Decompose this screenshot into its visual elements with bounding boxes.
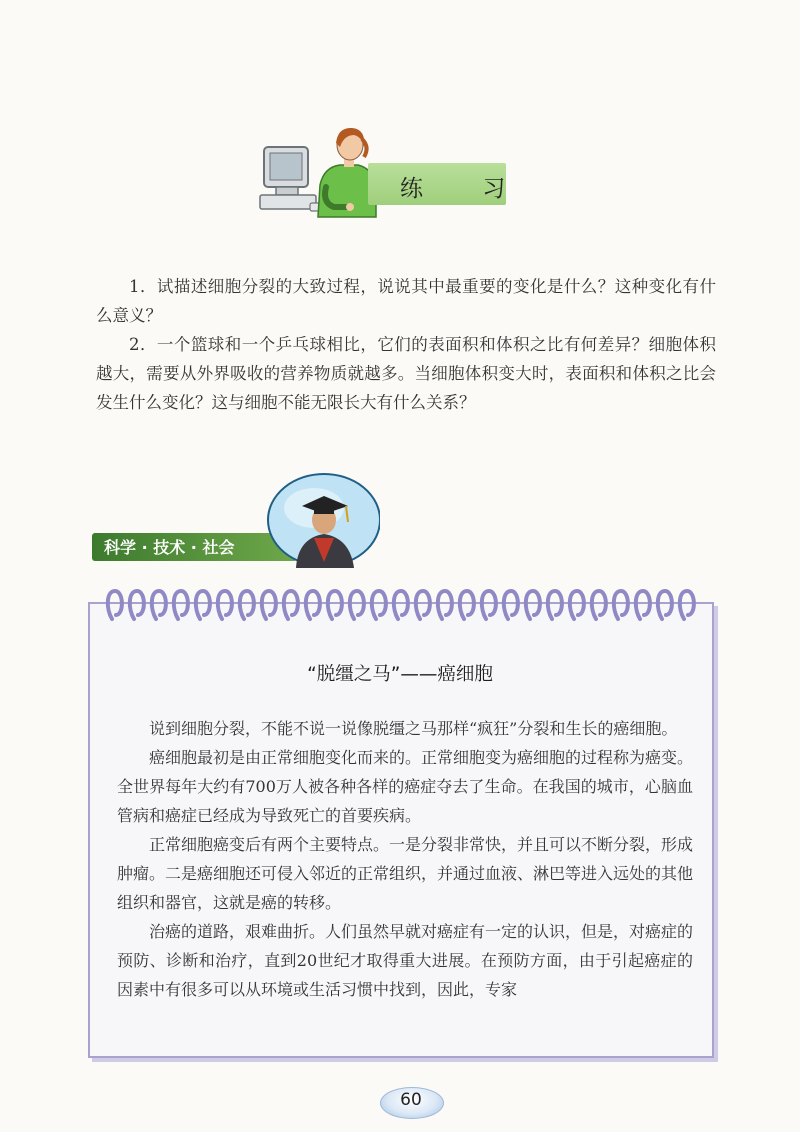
notebook-ring <box>240 591 254 619</box>
notebook-ring <box>174 591 188 619</box>
question-1: 1．试描述细胞分裂的大致过程，说说其中最重要的变化是什么？这种变化有什么意义？ <box>96 277 716 325</box>
article-paragraph-4: 治癌的道路，艰难曲折。人们虽然早就对癌症有一定的认识，但是，对癌症的预防、诊断和治疗，直到20世纪才取得重大进展。在预防方面，由于引起癌症的因素中有很多可以从环境或生活习惯中找到，因此，专家 <box>117 922 694 999</box>
notebook-ring <box>680 591 694 619</box>
notebook-ring <box>350 591 364 619</box>
notebook-ring <box>526 591 540 619</box>
page-number: 60 <box>400 1090 422 1110</box>
question-2: 2．一个篮球和一个乒乓球相比，它们的表面积和体积之比有何差异？细胞体积越大，需要从外界吸收的营养物质就越多。当细胞体积变大时，表面积和体积之比会发生什么变化？这与细胞不能无限长大有什么关系？ <box>96 335 716 412</box>
notebook-ring <box>570 591 584 619</box>
notebook-ring <box>416 591 430 619</box>
notebook-ring <box>306 591 320 619</box>
scholar-graduate-icon <box>262 472 380 570</box>
notebook-ring <box>284 591 298 619</box>
notebook-ring <box>328 591 342 619</box>
notebook-ring <box>614 591 628 619</box>
notebook-ring <box>636 591 650 619</box>
article-title: “脱缰之马”——癌细胞 <box>307 664 493 685</box>
article-paragraph-3: 正常细胞癌变后有两个主要特点。一是分裂非常快，并且可以不断分裂，形成肿瘤。二是癌细胞还可侵入邻近的正常组织，并通过血液、淋巴等进入远处的其他组织和器官，这就是癌的转移。 <box>117 835 694 912</box>
article-paragraph-1: 说到细胞分裂，不能不说一说像脱缰之马那样“疯狂”分裂和生长的癌细胞。 <box>149 719 678 738</box>
notebook-ring <box>438 591 452 619</box>
notebook-rings-icon <box>98 585 698 629</box>
notebook-ring <box>658 591 672 619</box>
exercise-questions <box>96 272 716 417</box>
sts-section-label: 科学 · 技术 · 社会 <box>104 538 235 557</box>
notebook-ring <box>108 591 122 619</box>
notebook-ring <box>394 591 408 619</box>
notebook-ring <box>218 591 232 619</box>
article-body <box>117 714 693 1004</box>
notebook-ring <box>592 591 606 619</box>
exercise-title: 练 习 <box>400 176 532 202</box>
notebook-ring <box>504 591 518 619</box>
notebook-ring <box>482 591 496 619</box>
notebook-ring <box>372 591 386 619</box>
article-paragraph-2: 癌细胞最初是由正常细胞变化而来的。正常细胞变为癌细胞的过程称为癌变。全世界每年大约有700万人被各种各样的癌症夺去了生命。在我国的城市，心脑血管病和癌症已经成为导致死亡的首要疾病。 <box>117 748 694 825</box>
notebook-ring <box>196 591 210 619</box>
notebook-ring <box>152 591 166 619</box>
notebook-ring <box>262 591 276 619</box>
notebook-ring <box>548 591 562 619</box>
notebook-ring <box>460 591 474 619</box>
notebook-ring <box>130 591 144 619</box>
